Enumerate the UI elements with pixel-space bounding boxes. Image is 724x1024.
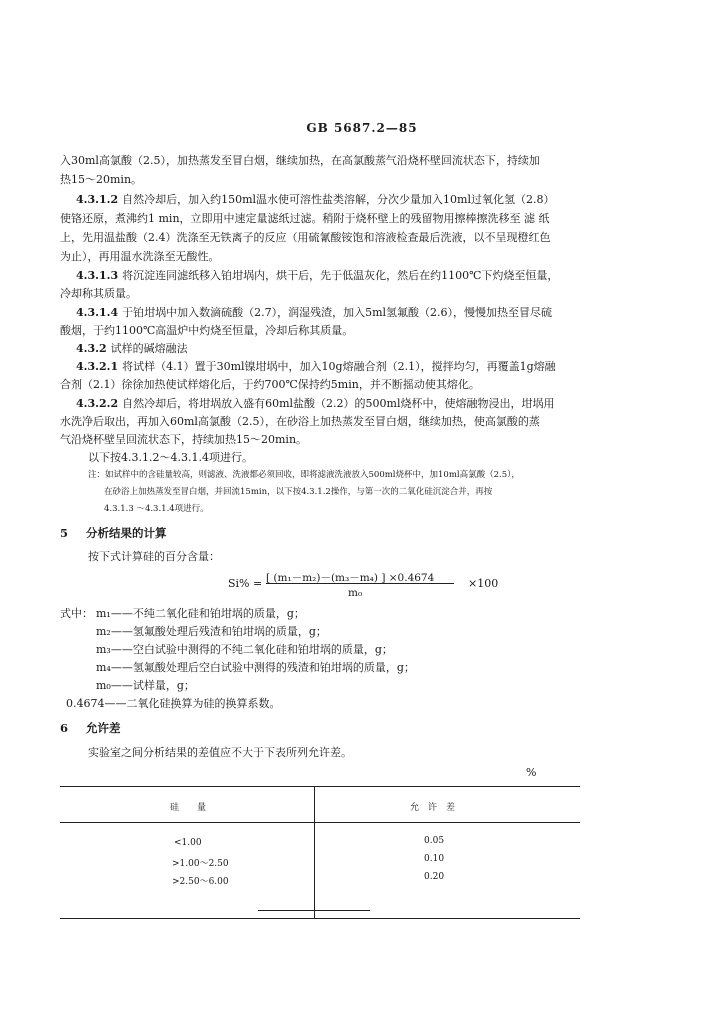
var-desc: ——不纯二氧化硅和铂坩埚的质量，g； (110, 607, 305, 620)
clause-text: 自然冷却后，加入约150ml温水使可溶性盐类溶解，分次少量加入10ml过氧化氢（2.8） (122, 193, 555, 206)
clause-4-3-1-3 (76, 267, 558, 283)
text-line: 以下按4.3.1.2～4.3.1.4项进行。 (88, 451, 253, 464)
var-symbol: m₃ (96, 643, 111, 656)
fraction-bar (266, 583, 454, 584)
table-cell-range: >2.50～6.00 (172, 877, 229, 887)
text-line: 为止），再用温水洗涤至无酸性。 (60, 250, 220, 263)
text-line: 水洗净后取出，再加入60ml高氯酸（2.5），在砂浴上加热蒸发至冒白烟，继续加热，使高氯酸的蒸 (60, 415, 540, 428)
note-line: 注：如试样中的含硅量较高，则滤液、洗液都必须回收，即将滤液洗液放入500ml烧杯中，加10ml高氯酸（2.5）， (88, 470, 520, 480)
end-rule (258, 910, 370, 911)
var-desc: ——试样量，g； (110, 679, 195, 692)
var-symbol: 0.4674 (66, 697, 105, 710)
text-line: 气沿烧杯壁呈回流状态下，持续加热15～20min。 (60, 433, 308, 446)
var-row (66, 695, 281, 711)
clause-text: 将试样（4.1）置于30ml镍坩埚中，加入10g熔融合剂（2.1），搅拌均匀，再覆盖1g熔融 (122, 360, 556, 373)
section-5-heading (60, 525, 167, 541)
table-cell-range: <1.00 (174, 838, 202, 848)
var-desc: ——空白试验中测得的不纯二氧化硅和铂坩埚的质量，g； (110, 643, 393, 656)
table-cell-tolerance: 0.20 (424, 872, 445, 882)
table-header-range: 硅 量 (170, 803, 207, 813)
var-symbol: m₄ (96, 661, 111, 674)
clause-number: 4.3.2.1 (76, 360, 119, 373)
text-line: 上，先用温盐酸（2.4）洗涤至无铁离子的反应（用硫氰酸铵饱和溶液检查最后洗液，以不呈现橙红色 (60, 231, 551, 244)
text-line: 入30ml高氯酸（2.5），加热蒸发至冒白烟，继续加热，在高氯酸蒸气沿烧杯壁回流状态下，持续加 (60, 154, 540, 167)
clause-text: 将沉淀连同滤纸移入铂坩埚内，烘干后，先于低温灰化，然后在约1100℃下灼烧至恒量， (122, 269, 559, 282)
clause-number: 4.3.2.2 (76, 397, 119, 410)
var-symbol: m₀ (96, 679, 111, 692)
section-number: 6 (60, 721, 69, 735)
page-header: GB 5687.2—85 (306, 121, 418, 135)
var-row (96, 641, 393, 657)
table-cell-tolerance: 0.10 (424, 854, 445, 864)
section-intro: 实验室之间分析结果的差值应不大于下表所列允许差。 (88, 746, 352, 759)
section-title: 允许差 (86, 721, 121, 735)
note-line: 在砂浴上加热蒸发至冒白烟，并回流15min，以下按4.3.1.2操作，与第一次的二氧化硅沉淀合并，再按 (104, 487, 493, 497)
var-symbol: m₂ (96, 625, 111, 638)
table-bottom-rule (60, 918, 580, 919)
formula-rhs: ×100 (468, 577, 499, 590)
table-header-rule (60, 822, 580, 823)
clause-number: 4.3.1.4 (76, 306, 119, 319)
clause-number: 4.3.1.3 (76, 269, 119, 282)
clause-number: 4.3.2 (76, 342, 107, 355)
formula-lhs: Si% = (228, 577, 263, 590)
var-row (96, 623, 327, 639)
clause-4-3-1-2 (76, 191, 555, 207)
clause-text: 自然冷却后，将坩埚放入盛有60ml盐酸（2.2）的500ml烧杯中，使熔融物浸出，坩埚用 (122, 397, 555, 410)
clause-4-3-2-1 (76, 358, 556, 374)
table-cell-tolerance: 0.05 (424, 836, 445, 846)
clause-4-3-2 (76, 340, 188, 356)
text-line: 合剂（2.1）徐徐加热使试样熔化后，于约700℃保持约5min，并不断摇动使其熔化。 (60, 378, 480, 391)
text-line: 酸烟，于约1100℃高温炉中灼烧至恒量，冷却后称其质量。 (60, 324, 354, 337)
var-symbol: m₁ (96, 607, 111, 620)
table-header-tolerance: 允 许 差 (410, 803, 456, 813)
section-6-heading (60, 720, 121, 736)
formula-numerator: [ (m₁－m₂)－(m₃－m₄) ] ×0.4674 (266, 572, 435, 584)
clause-text: 于铂坩埚中加入数滴硫酸（2.7），润湿残渣，加入5ml氢氟酸（2.6），慢慢加热至冒尽硫 (122, 306, 553, 319)
var-row (96, 677, 195, 693)
var-desc: ——氢氟酸处理后残渣和铂坩埚的质量，g； (110, 625, 327, 638)
table-top-rule (60, 786, 580, 787)
text-line: 使铬还原，煮沸约1 min，立即用中速定量滤纸过滤。稍附于烧杯壁上的残留物用擦棒擦洗移至 滤 纸 (60, 212, 550, 225)
table-cell-range: >1.00～2.50 (172, 859, 229, 869)
clause-text: 试样的碱熔融法 (110, 342, 188, 355)
text-line: 冷却称其质量。 (60, 287, 137, 300)
section-number: 5 (60, 526, 69, 540)
var-row (96, 605, 305, 621)
note-line: 4.3.1.3 ～4.3.1.4项进行。 (104, 504, 209, 514)
text-line: 热15～20min。 (60, 173, 143, 186)
clause-4-3-2-2 (76, 395, 555, 411)
section-intro: 按下式计算硅的百分含量： (88, 550, 220, 563)
table-column-divider (314, 786, 315, 918)
clause-number: 4.3.1.2 (76, 193, 119, 206)
var-desc: ——氢氟酸处理后空白试验中测得的残渣和铂坩埚的质量，g； (110, 661, 415, 674)
var-row (96, 659, 415, 675)
unit-label: % (526, 766, 537, 779)
section-title: 分析结果的计算 (86, 526, 167, 540)
clause-4-3-1-4 (76, 304, 552, 320)
where-label: 式中： (60, 607, 93, 620)
formula-denominator: m₀ (348, 587, 363, 599)
var-desc: ——二氧化硅换算为硅的换算系数。 (104, 697, 281, 710)
